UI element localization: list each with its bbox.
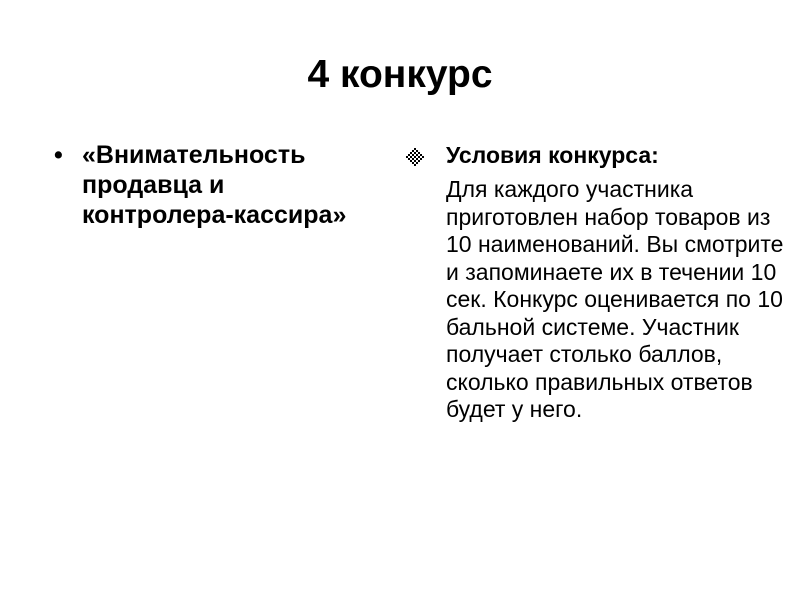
conditions-heading-row	[404, 140, 784, 170]
right-column	[404, 140, 784, 424]
left-column	[48, 140, 378, 230]
conditions-heading: Условия конкурса:	[446, 142, 659, 168]
conditions-text: Для каждого участника приготовлен набор товаров из 10 наименований. Вы смотрите и запоминаете их в течении 10 сек. Конкурс оценивается по 10 бальной системе. Участник получает столько баллов, сколько правильных ответов будет у него.	[446, 176, 784, 422]
contest-name-item	[48, 140, 378, 230]
contest-name: «Внимательность продавца и контролера-кассира»	[82, 141, 347, 229]
slide-title: 4 конкурс	[307, 53, 493, 96]
dotted-diamond-icon	[406, 148, 424, 166]
bullet-icon: •	[54, 141, 63, 169]
